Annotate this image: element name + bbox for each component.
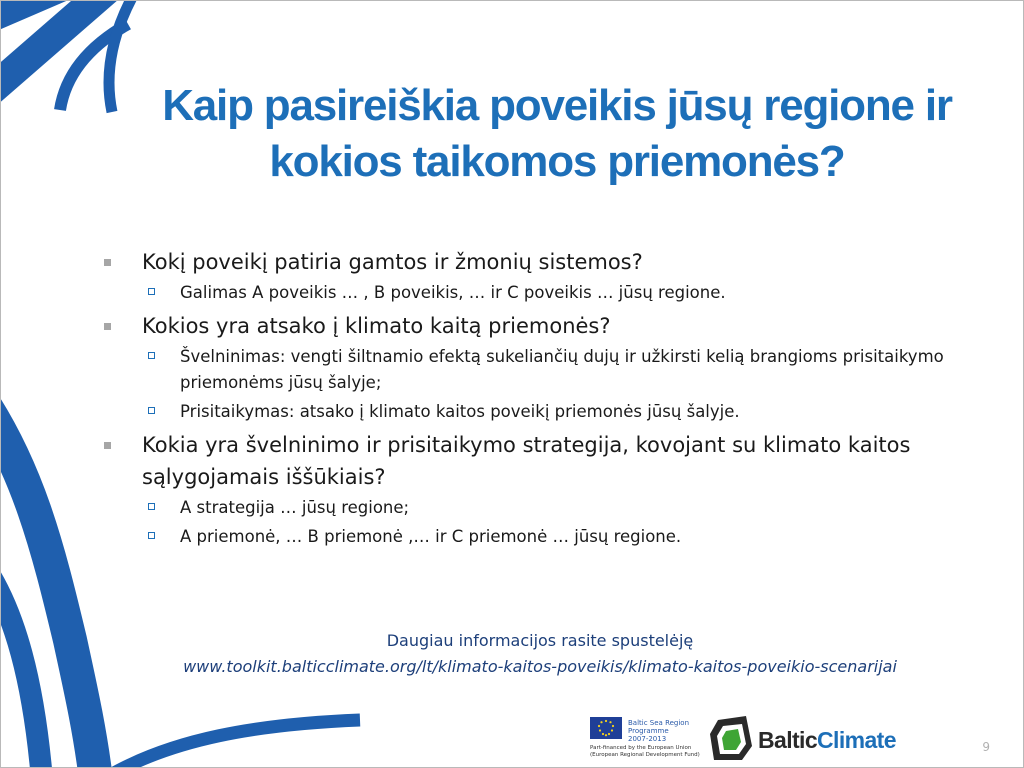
bullet-3-sub-1 [104, 495, 964, 521]
financing-note [590, 745, 700, 759]
bullet-list [104, 246, 964, 553]
bullet-3-text: Kokia yra švelninimo ir prisitaikymo strategija, kovojant su klimato kaitos sąlygojamais iššūkiais? [142, 433, 911, 489]
balticclimate-logo [706, 712, 896, 764]
bullet-2-sub-1-text: Švelninimas: vengti šiltnamio efektą sukeliančių dujų ir užkirsti kelią brangioms prisitaikymo priemonėms jūsų šalyje; [180, 347, 944, 392]
bullet-1 [104, 246, 964, 278]
hollow-square-bullet-icon [148, 532, 155, 539]
bullet-3 [104, 429, 964, 493]
bullet-1-sub-1 [104, 280, 964, 306]
toolkit-link[interactable]: www.toolkit.balticclimate.org/lt/klimato-kaitos-poveikis/klimato-kaitos-poveikio-scenarijai [183, 657, 897, 676]
programme-line-1: Baltic Sea Region [628, 719, 690, 727]
square-bullet-icon [104, 442, 111, 449]
bullet-2-sub-2 [104, 399, 964, 425]
brand-part-1: Baltic [758, 727, 818, 753]
bullet-3-sub-1-text: A strategija … jūsų regione; [180, 498, 410, 517]
balticclimate-emblem-icon [706, 712, 758, 764]
financing-line-2: (European Regional Development Fund) [590, 752, 700, 758]
hollow-square-bullet-icon [148, 407, 155, 414]
bullet-1-sub-1-text: Galimas A poveikis … , B poveikis, … ir C poveikis … jūsų regione. [180, 283, 726, 302]
financing-line-1: Part-financed by the European Union [590, 745, 692, 751]
eu-flag-icon [590, 717, 622, 739]
bullet-1-text: Kokį poveikį patiria gamtos ir žmonių sistemos? [142, 250, 643, 274]
programme-label [628, 719, 690, 743]
more-info [160, 628, 920, 680]
bullet-2-text: Kokios yra atsako į klimato kaitą priemonės? [142, 314, 611, 338]
balticclimate-wordmark [758, 726, 896, 754]
slide-title [90, 78, 1024, 190]
bullet-2 [104, 310, 964, 342]
bullet-3-sub-2 [104, 524, 964, 550]
square-bullet-icon [104, 323, 111, 330]
slide-title-line-1: Kaip pasireiškia poveikis jūsų regione ir [162, 81, 952, 130]
bullet-3-sub-2-text: A priemonė, … B priemonė ,… ir C priemonė … jūsų regione. [180, 527, 682, 546]
slide-title-line-2: kokios taikomos priemonės? [269, 137, 845, 186]
programme-line-2: Programme 2007-2013 [628, 727, 669, 743]
bullet-2-sub-1 [104, 344, 964, 396]
hollow-square-bullet-icon [148, 503, 155, 510]
bullet-2-sub-2-text: Prisitaikymas: atsako į klimato kaitos poveikį priemonės jūsų šalyje. [180, 402, 740, 421]
square-bullet-icon [104, 259, 111, 266]
hollow-square-bullet-icon [148, 288, 155, 295]
page-number: 9 [982, 740, 990, 754]
brand-part-2: Climate [817, 727, 896, 753]
hollow-square-bullet-icon [148, 352, 155, 359]
more-info-text: Daugiau informacijos rasite spustelėję [386, 631, 694, 650]
